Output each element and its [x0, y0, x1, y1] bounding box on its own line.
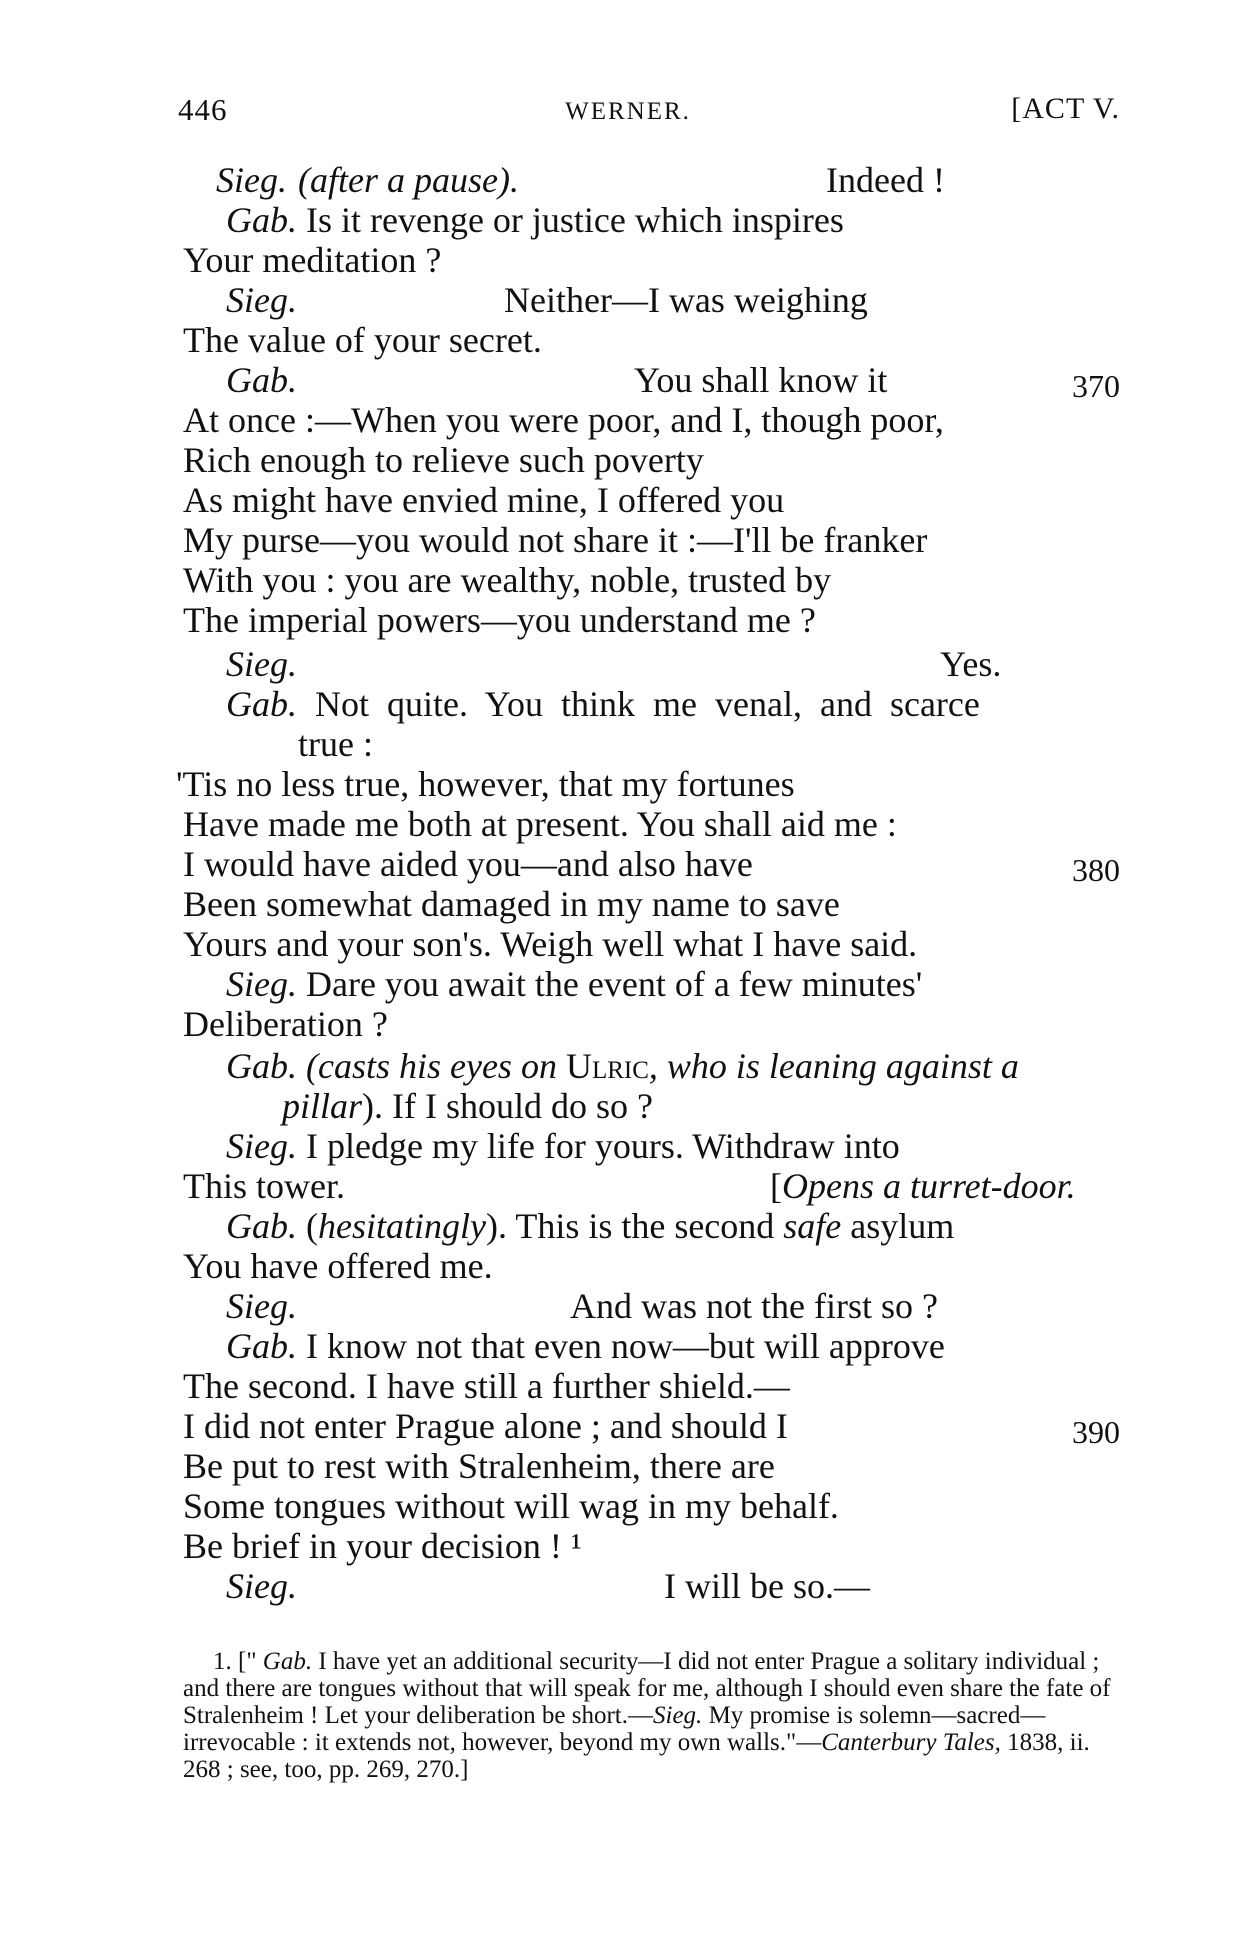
footnote: 1. [" Gab. I have yet an additional security—I did not enter Prague a solitary individual ; and there are tongues without that will speak for me, although I should even share the fate of Stralenheim ! Let your deliberation be short.—Sieg. My promise is solemn—sacred—irrevocable : it extends not, however, beyond my own walls."—Canterbury Tales, 1838, ii. 268 ; see, too, pp. 269, 270.]	[183, 1648, 1111, 1783]
running-title: WERNER.	[565, 98, 691, 125]
verse-line: Gab. Not quite. You think me venal, and scarce	[226, 684, 980, 724]
verse-line: Be brief in your decision ! ¹	[183, 1526, 582, 1566]
verse-line: Yours and your son's. Weigh well what I have said.	[183, 924, 918, 964]
verse-line: Sieg. I pledge my life for yours. Withdraw into	[226, 1126, 900, 1166]
line-number: 380	[1072, 852, 1120, 888]
stage-direction-line: Gab. (casts his eyes on Ulric, who is leaning against a	[226, 1046, 1019, 1086]
verse-line: The second. I have still a further shield.—	[183, 1366, 790, 1406]
verse-line: With you : you are wealthy, noble, trusted by	[183, 560, 832, 600]
verse-line: Gab. Is it revenge or justice which inspires	[226, 200, 844, 240]
line-number: 390	[1072, 1414, 1120, 1450]
verse-line: Rich enough to relieve such poverty	[183, 440, 704, 480]
verse-line: Have made me both at present. You shall aid me :	[183, 804, 897, 844]
verse-line: Your meditation ?	[183, 240, 442, 280]
verse-line: Been somewhat damaged in my name to save	[183, 884, 840, 924]
verse-line: Gab. I know not that even now—but will approve	[226, 1326, 945, 1366]
verse-line: true :	[298, 724, 373, 764]
verse-line: pillar). If I should do so ?	[282, 1086, 653, 1126]
verse-line: Some tongues without will wag in my behalf.	[183, 1486, 839, 1526]
verse-line: Be put to rest with Stralenheim, there are	[183, 1446, 775, 1486]
verse-line: Sieg. Dare you await the event of a few minutes'	[226, 964, 923, 1004]
act-label: [ACT V.	[1011, 92, 1120, 125]
verse-line: My purse—you would not share it :—I'll be franker	[183, 520, 928, 560]
verse-line: The value of your secret.	[183, 320, 542, 360]
verse-line: I did not enter Prague alone ; and should I	[183, 1406, 788, 1446]
page-number: 446	[178, 92, 228, 127]
verse-line: Deliberation ?	[183, 1004, 388, 1044]
verse-line: As might have envied mine, I offered you	[183, 480, 785, 520]
verse-line: At once :—When you were poor, and I, though poor,	[183, 400, 944, 440]
verse-line: You have offered me.	[183, 1246, 493, 1286]
line-number: 370	[1072, 368, 1120, 404]
verse-line: I would have aided you—and also have	[183, 844, 753, 884]
verse-line: 'Tis no less true, however, that my fortunes	[176, 764, 795, 804]
verse-line: The imperial powers—you understand me ?	[183, 600, 816, 640]
verse-line: Gab. (hesitatingly). This is the second safe asylum	[226, 1206, 955, 1246]
